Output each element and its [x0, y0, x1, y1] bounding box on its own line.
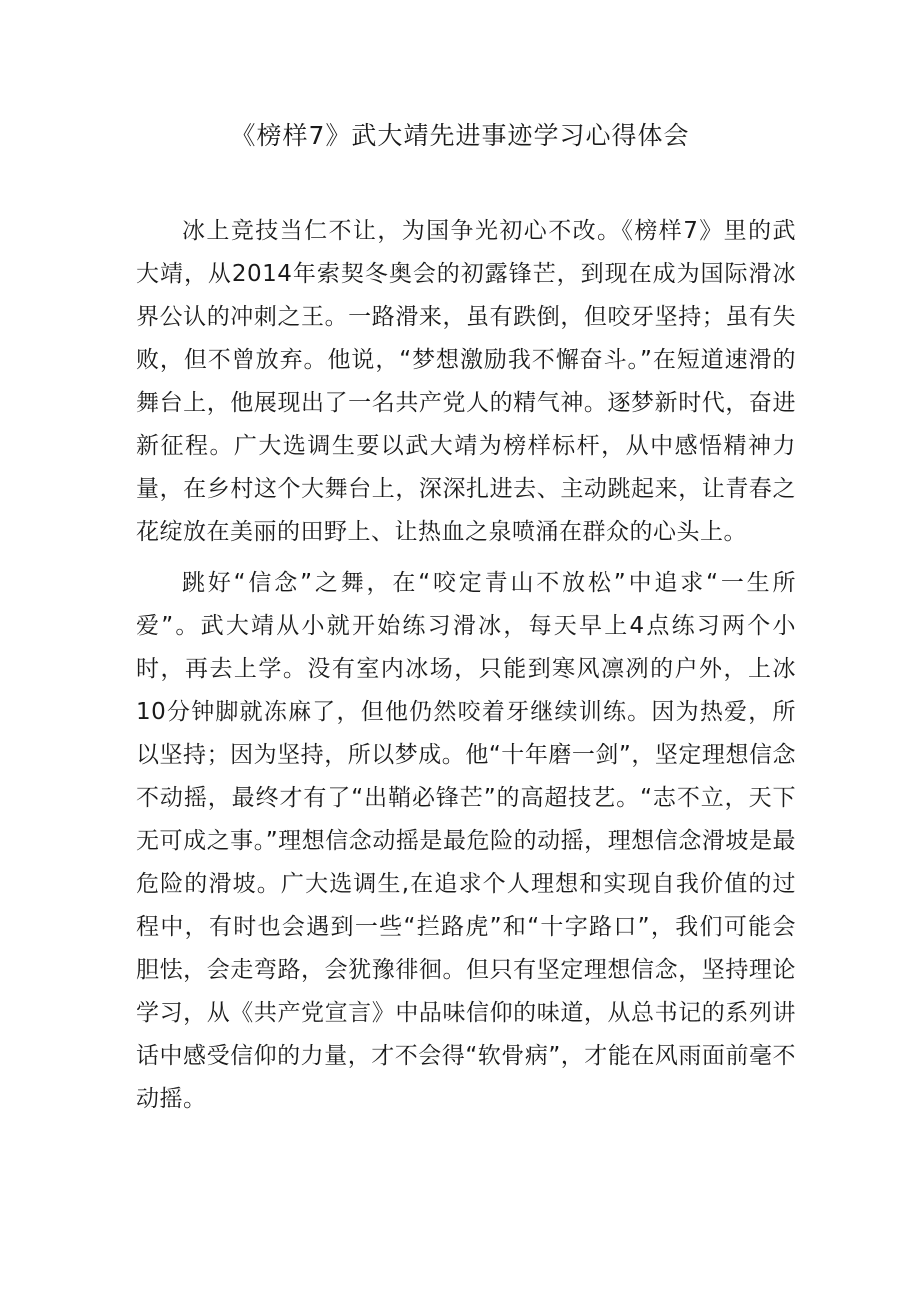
document-body	[136, 210, 796, 1121]
paragraph-2: 跳好“信念”之舞，在“咬定青山不放松”中追求“一生所爱”。武大靖从小就开始练习滑冰，每天早上4点练习两个小时，再去上学。没有室内冰场，只能到寒风凛冽的户外，上冰10分钟脚就冻麻了，但他仍然咬着牙继续训练。因为热爱，所以坚持；因为坚持，所以梦成。他“十年磨一剑”，坚定理想信念不动摇，最终才有了“出鞘必锋芒”的高超技艺。“志不立，天下无可成之事。”理想信念动摇是最危险的动摇，理想信念滑坡是最危险的滑坡。广大选调生,在追求个人理想和实现自我价值的过程中，有时也会遇到一些“拦路虎”和“十字路口”，我们可能会胆怯，会走弯路，会犹豫徘徊。但只有坚定理想信念，坚持理论学习，从《共产党宣言》中品味信仰的味道，从总书记的系列讲话中感受信仰的力量，才不会得“软骨病”，才能在风雨面前毫不动摇。	[136, 570, 796, 1112]
paragraph-1: 冰上竞技当仁不让，为国争光初心不改。《榜样7》里的武大靖，从2014年索契冬奥会的初露锋芒，到现在成为国际滑冰界公认的冲刺之王。一路滑来，虽有跌倒，但咬牙坚持；虽有失败，但不曾放弃。他说，“梦想激励我不懈奋斗。”在短道速滑的舞台上，他展现出了一名共产党人的精气神。逐梦新时代，奋进新征程。广大选调生要以武大靖为榜样标杆，从中感悟精神力量，在乡村这个大舞台上，深深扎进去、主动跳起来，让青春之花绽放在美丽的田野上、让热血之泉喷涌在群众的心头上。	[136, 218, 796, 545]
document-title: 《榜样7》武大靖先进事迹学习心得体会	[230, 121, 690, 150]
